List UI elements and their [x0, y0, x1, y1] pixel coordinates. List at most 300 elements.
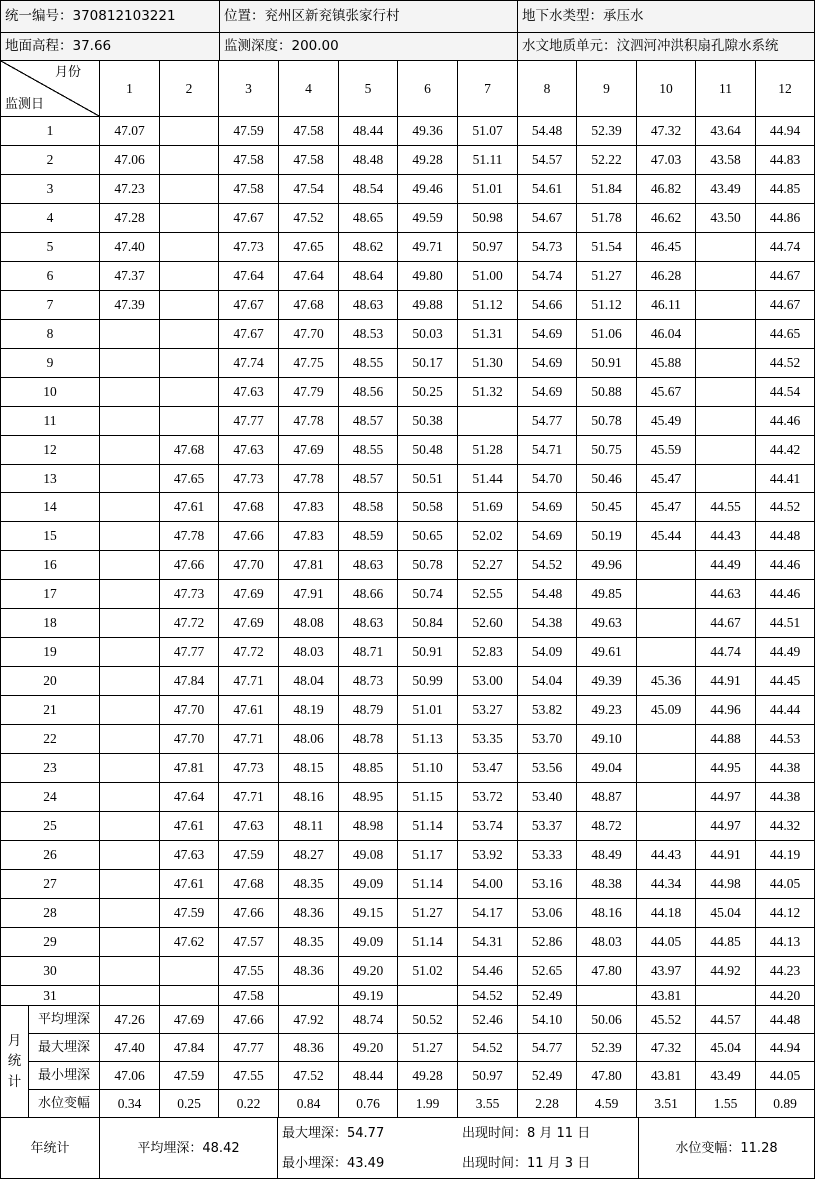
depth-value: 47.65 [160, 465, 219, 493]
depth-value: 47.23 [100, 175, 160, 204]
depth-value: 54.69 [518, 493, 577, 522]
day-label: 23 [1, 754, 100, 783]
depth-value: 48.36 [279, 957, 339, 986]
depth-value [696, 320, 756, 349]
depth-value [160, 407, 219, 436]
depth-value: 47.83 [279, 493, 339, 522]
monthly-stat-value: 47.80 [577, 1062, 637, 1090]
depth-value [637, 725, 696, 754]
depth-value: 47.57 [219, 928, 279, 957]
monthly-stat-value: 44.57 [696, 1006, 756, 1034]
depth-value: 47.63 [219, 812, 279, 841]
monthly-stat-value: 43.81 [637, 1062, 696, 1090]
monthly-stat-label: 水位变幅 [29, 1090, 100, 1118]
depth-value: 44.52 [756, 493, 814, 522]
depth-value: 47.07 [100, 117, 160, 146]
depth-value: 44.85 [696, 928, 756, 957]
depth-value: 51.07 [458, 117, 518, 146]
depth-value: 44.19 [756, 841, 814, 870]
depth-value: 44.51 [756, 609, 814, 638]
depth-value: 50.03 [398, 320, 458, 349]
monthly-stat-value: 44.05 [756, 1062, 814, 1090]
depth-value: 54.70 [518, 465, 577, 493]
ground-elevation: 地面高程：37.66 [1, 33, 220, 61]
day-label: 7 [1, 291, 100, 320]
depth-value: 51.02 [398, 957, 458, 986]
monthly-stat-value: 47.26 [100, 1006, 160, 1034]
depth-value: 54.48 [518, 580, 577, 609]
depth-value: 44.97 [696, 812, 756, 841]
depth-value: 49.80 [398, 262, 458, 291]
depth-value: 48.57 [339, 407, 398, 436]
depth-value: 51.12 [577, 291, 637, 320]
monthly-stat-value: 51.27 [398, 1034, 458, 1062]
depth-value: 44.38 [756, 754, 814, 783]
monthly-stat-label: 最小埋深 [29, 1062, 100, 1090]
depth-value: 47.81 [160, 754, 219, 783]
monthly-stat-value: 54.10 [518, 1006, 577, 1034]
depth-value: 47.58 [219, 175, 279, 204]
depth-value [637, 551, 696, 580]
depth-value: 54.73 [518, 233, 577, 262]
depth-value: 48.06 [279, 725, 339, 754]
depth-value: 44.63 [696, 580, 756, 609]
depth-value: 48.72 [577, 812, 637, 841]
depth-value: 47.66 [160, 551, 219, 580]
depth-value: 44.46 [756, 407, 814, 436]
depth-value: 47.61 [219, 696, 279, 725]
depth-value: 51.10 [398, 754, 458, 783]
monthly-stat-value: 52.39 [577, 1034, 637, 1062]
depth-value: 46.82 [637, 175, 696, 204]
monthly-stat-value: 52.49 [518, 1062, 577, 1090]
depth-value: 48.58 [339, 493, 398, 522]
monthly-stat-value: 45.04 [696, 1034, 756, 1062]
depth-value [100, 667, 160, 696]
monthly-stat-value: 49.20 [339, 1034, 398, 1062]
depth-value [100, 957, 160, 986]
monthly-stat-value: 3.51 [637, 1090, 696, 1118]
depth-value: 47.70 [219, 551, 279, 580]
day-label: 25 [1, 812, 100, 841]
monthly-stat-value: 47.40 [100, 1034, 160, 1062]
monthly-stat-value: 50.52 [398, 1006, 458, 1034]
depth-value [100, 551, 160, 580]
depth-value: 51.44 [458, 465, 518, 493]
depth-value: 49.71 [398, 233, 458, 262]
depth-value: 47.58 [219, 986, 279, 1006]
depth-value: 49.09 [339, 870, 398, 899]
depth-value: 45.88 [637, 349, 696, 378]
depth-value: 49.36 [398, 117, 458, 146]
depth-value: 47.77 [219, 407, 279, 436]
depth-value: 50.48 [398, 436, 458, 465]
depth-value: 49.19 [339, 986, 398, 1006]
day-label: 16 [1, 551, 100, 580]
depth-value: 44.74 [696, 638, 756, 667]
depth-value: 50.84 [398, 609, 458, 638]
depth-value: 44.13 [756, 928, 814, 957]
monthly-stat-value: 48.74 [339, 1006, 398, 1034]
depth-value [160, 986, 219, 1006]
depth-value: 47.66 [219, 899, 279, 928]
depth-value: 52.60 [458, 609, 518, 638]
day-label: 24 [1, 783, 100, 812]
depth-value: 44.97 [696, 783, 756, 812]
depth-value: 48.03 [279, 638, 339, 667]
monthly-stat-value: 47.66 [219, 1006, 279, 1034]
depth-value: 48.11 [279, 812, 339, 841]
monthly-stat-value: 1.55 [696, 1090, 756, 1118]
monthly-stat-value: 48.36 [279, 1034, 339, 1062]
depth-value: 47.79 [279, 378, 339, 407]
monthly-stat-label: 平均埋深 [29, 1006, 100, 1034]
depth-value: 44.12 [756, 899, 814, 928]
depth-value: 49.61 [577, 638, 637, 667]
depth-value [100, 349, 160, 378]
monthly-stat-value: 47.32 [637, 1034, 696, 1062]
depth-value: 54.00 [458, 870, 518, 899]
depth-value: 54.09 [518, 638, 577, 667]
depth-value: 44.86 [756, 204, 814, 233]
month-header: 2 [160, 61, 219, 117]
depth-value [160, 349, 219, 378]
depth-value: 51.11 [458, 146, 518, 175]
depth-value: 44.65 [756, 320, 814, 349]
depth-value: 50.38 [398, 407, 458, 436]
depth-value: 47.61 [160, 870, 219, 899]
depth-value: 45.09 [637, 696, 696, 725]
depth-value: 48.15 [279, 754, 339, 783]
depth-value: 51.13 [398, 725, 458, 754]
depth-value: 53.82 [518, 696, 577, 725]
day-label: 30 [1, 957, 100, 986]
depth-value: 47.58 [279, 146, 339, 175]
depth-value: 53.47 [458, 754, 518, 783]
depth-value: 50.75 [577, 436, 637, 465]
depth-value: 52.49 [518, 986, 577, 1006]
depth-value: 48.35 [279, 870, 339, 899]
depth-value [100, 638, 160, 667]
depth-value [100, 580, 160, 609]
monthly-stat-value: 47.52 [279, 1062, 339, 1090]
depth-value: 48.55 [339, 349, 398, 378]
depth-value: 54.31 [458, 928, 518, 957]
depth-value: 49.20 [339, 957, 398, 986]
depth-value: 48.08 [279, 609, 339, 638]
depth-value [100, 725, 160, 754]
depth-value: 50.46 [577, 465, 637, 493]
depth-value: 53.74 [458, 812, 518, 841]
depth-value: 52.86 [518, 928, 577, 957]
depth-value: 47.78 [279, 407, 339, 436]
depth-value: 47.77 [160, 638, 219, 667]
depth-value: 51.01 [398, 696, 458, 725]
annual-max-time: 出现时间：8 月 11 日 [462, 1125, 591, 1141]
day-label: 21 [1, 696, 100, 725]
depth-value: 51.69 [458, 493, 518, 522]
depth-value: 44.48 [756, 522, 814, 551]
depth-value: 51.01 [458, 175, 518, 204]
monthly-stat-value: 50.06 [577, 1006, 637, 1034]
monthly-stat-value: 44.48 [756, 1006, 814, 1034]
depth-value: 51.06 [577, 320, 637, 349]
day-label: 3 [1, 175, 100, 204]
depth-value [696, 465, 756, 493]
day-label: 10 [1, 378, 100, 407]
monthly-stat-value: 47.55 [219, 1062, 279, 1090]
monthly-stats-label: 月 统 计 [1, 1006, 29, 1118]
depth-value: 54.66 [518, 291, 577, 320]
depth-value: 44.38 [756, 783, 814, 812]
depth-value: 48.66 [339, 580, 398, 609]
depth-value: 49.15 [339, 899, 398, 928]
monthly-stat-value: 0.34 [100, 1090, 160, 1118]
depth-value [100, 320, 160, 349]
depth-value: 51.14 [398, 870, 458, 899]
depth-value: 48.38 [577, 870, 637, 899]
depth-value [160, 262, 219, 291]
depth-value: 51.32 [458, 378, 518, 407]
depth-value: 44.18 [637, 899, 696, 928]
month-header: 9 [577, 61, 637, 117]
depth-value: 47.67 [219, 291, 279, 320]
monthly-stat-value: 43.49 [696, 1062, 756, 1090]
month-header: 10 [637, 61, 696, 117]
depth-value: 44.83 [756, 146, 814, 175]
depth-value: 47.59 [160, 899, 219, 928]
depth-value: 47.78 [160, 522, 219, 551]
depth-value [696, 986, 756, 1006]
depth-value: 47.64 [279, 262, 339, 291]
depth-value: 54.67 [518, 204, 577, 233]
monthly-stat-value: 47.06 [100, 1062, 160, 1090]
depth-value: 48.55 [339, 436, 398, 465]
depth-value: 44.67 [696, 609, 756, 638]
monthly-stat-label: 最大埋深 [29, 1034, 100, 1062]
depth-value: 52.39 [577, 117, 637, 146]
hydrogeologic-unit: 水文地质单元：汶泗河冲洪积扇孔隙水系统 [518, 33, 814, 61]
depth-value: 47.71 [219, 667, 279, 696]
monthly-stat-value: 54.77 [518, 1034, 577, 1062]
depth-value: 44.88 [696, 725, 756, 754]
depth-value: 47.40 [100, 233, 160, 262]
depth-value [696, 291, 756, 320]
depth-value: 48.03 [577, 928, 637, 957]
depth-value: 52.02 [458, 522, 518, 551]
depth-value [637, 812, 696, 841]
depth-value: 46.11 [637, 291, 696, 320]
depth-value: 49.28 [398, 146, 458, 175]
depth-value: 47.68 [219, 870, 279, 899]
depth-value [100, 407, 160, 436]
corner-header [1, 61, 100, 117]
depth-value: 47.61 [160, 812, 219, 841]
depth-value: 49.59 [398, 204, 458, 233]
depth-value: 53.16 [518, 870, 577, 899]
monthly-stat-value: 48.44 [339, 1062, 398, 1090]
depth-value: 47.91 [279, 580, 339, 609]
depth-value: 44.41 [756, 465, 814, 493]
depth-value: 49.10 [577, 725, 637, 754]
depth-value [100, 493, 160, 522]
depth-value: 48.78 [339, 725, 398, 754]
depth-value: 47.52 [279, 204, 339, 233]
depth-value [458, 407, 518, 436]
depth-value: 47.70 [160, 725, 219, 754]
day-label: 2 [1, 146, 100, 175]
depth-value: 47.68 [219, 493, 279, 522]
depth-value: 54.77 [518, 407, 577, 436]
depth-value: 47.70 [160, 696, 219, 725]
depth-value: 47.74 [219, 349, 279, 378]
depth-value: 48.56 [339, 378, 398, 407]
day-label: 4 [1, 204, 100, 233]
depth-value [100, 522, 160, 551]
depth-value [160, 320, 219, 349]
annual-min-depth: 最小埋深：43.49 [282, 1155, 385, 1171]
depth-value: 48.44 [339, 117, 398, 146]
depth-value: 47.63 [160, 841, 219, 870]
day-label: 31 [1, 986, 100, 1006]
depth-value: 47.54 [279, 175, 339, 204]
depth-value: 49.63 [577, 609, 637, 638]
depth-value: 48.71 [339, 638, 398, 667]
depth-value: 47.73 [219, 233, 279, 262]
depth-value: 50.25 [398, 378, 458, 407]
depth-value: 48.35 [279, 928, 339, 957]
depth-value: 49.23 [577, 696, 637, 725]
depth-value: 47.71 [219, 783, 279, 812]
depth-value: 50.65 [398, 522, 458, 551]
depth-value [577, 986, 637, 1006]
depth-value: 47.73 [219, 754, 279, 783]
depth-value: 48.64 [339, 262, 398, 291]
depth-value: 49.46 [398, 175, 458, 204]
depth-value: 51.30 [458, 349, 518, 378]
day-label: 20 [1, 667, 100, 696]
depth-value [100, 696, 160, 725]
depth-value: 47.58 [279, 117, 339, 146]
depth-value [100, 378, 160, 407]
depth-value: 50.78 [577, 407, 637, 436]
monthly-stat-value: 1.99 [398, 1090, 458, 1118]
depth-value [100, 812, 160, 841]
depth-value: 49.88 [398, 291, 458, 320]
day-label: 26 [1, 841, 100, 870]
depth-value: 47.03 [637, 146, 696, 175]
depth-value: 50.58 [398, 493, 458, 522]
depth-value: 48.16 [279, 783, 339, 812]
depth-value: 49.85 [577, 580, 637, 609]
depth-value: 46.45 [637, 233, 696, 262]
depth-value: 48.65 [339, 204, 398, 233]
month-header: 7 [458, 61, 518, 117]
depth-value: 47.55 [219, 957, 279, 986]
depth-value: 44.20 [756, 986, 814, 1006]
depth-value: 45.36 [637, 667, 696, 696]
depth-value: 47.75 [279, 349, 339, 378]
day-label: 17 [1, 580, 100, 609]
depth-value: 47.59 [219, 117, 279, 146]
depth-value: 47.37 [100, 262, 160, 291]
depth-value: 48.79 [339, 696, 398, 725]
depth-value: 44.45 [756, 667, 814, 696]
depth-value [696, 262, 756, 291]
depth-value: 45.49 [637, 407, 696, 436]
depth-value: 43.50 [696, 204, 756, 233]
corner-day-label: 监测日 [5, 97, 45, 112]
depth-value: 46.28 [637, 262, 696, 291]
depth-value [637, 609, 696, 638]
depth-value: 50.78 [398, 551, 458, 580]
day-label: 12 [1, 436, 100, 465]
day-label: 13 [1, 465, 100, 493]
depth-value [637, 580, 696, 609]
depth-value: 51.28 [458, 436, 518, 465]
depth-value: 47.80 [577, 957, 637, 986]
depth-value: 50.97 [458, 233, 518, 262]
depth-value: 53.70 [518, 725, 577, 754]
depth-value: 48.53 [339, 320, 398, 349]
monthly-stat-value: 47.77 [219, 1034, 279, 1062]
depth-value: 51.15 [398, 783, 458, 812]
depth-value: 45.67 [637, 378, 696, 407]
depth-value: 48.95 [339, 783, 398, 812]
depth-value: 43.97 [637, 957, 696, 986]
depth-value: 54.71 [518, 436, 577, 465]
depth-value: 47.63 [219, 436, 279, 465]
depth-value: 44.44 [756, 696, 814, 725]
depth-value: 47.32 [637, 117, 696, 146]
depth-value [100, 899, 160, 928]
depth-value: 50.17 [398, 349, 458, 378]
monthly-stat-value: 0.89 [756, 1090, 814, 1118]
depth-value: 47.69 [279, 436, 339, 465]
depth-value: 48.36 [279, 899, 339, 928]
depth-value: 54.69 [518, 349, 577, 378]
depth-value: 44.05 [637, 928, 696, 957]
depth-value: 53.33 [518, 841, 577, 870]
month-header: 8 [518, 61, 577, 117]
depth-value: 48.57 [339, 465, 398, 493]
depth-value: 47.78 [279, 465, 339, 493]
depth-value: 48.63 [339, 609, 398, 638]
depth-value: 47.64 [160, 783, 219, 812]
depth-value: 48.49 [577, 841, 637, 870]
depth-value [100, 870, 160, 899]
depth-value: 48.63 [339, 291, 398, 320]
day-label: 28 [1, 899, 100, 928]
depth-value: 51.00 [458, 262, 518, 291]
depth-value: 53.06 [518, 899, 577, 928]
depth-value: 51.78 [577, 204, 637, 233]
depth-value: 44.91 [696, 667, 756, 696]
monthly-stat-value: 47.59 [160, 1062, 219, 1090]
depth-value: 50.51 [398, 465, 458, 493]
day-label: 27 [1, 870, 100, 899]
location: 位置：兖州区新兖镇张家行村 [220, 1, 518, 33]
day-label: 15 [1, 522, 100, 551]
depth-value: 50.88 [577, 378, 637, 407]
day-label: 19 [1, 638, 100, 667]
depth-value: 44.54 [756, 378, 814, 407]
month-header: 12 [756, 61, 814, 117]
depth-value: 48.87 [577, 783, 637, 812]
monthly-stat-value: 45.52 [637, 1006, 696, 1034]
depth-value: 48.85 [339, 754, 398, 783]
depth-value: 53.92 [458, 841, 518, 870]
